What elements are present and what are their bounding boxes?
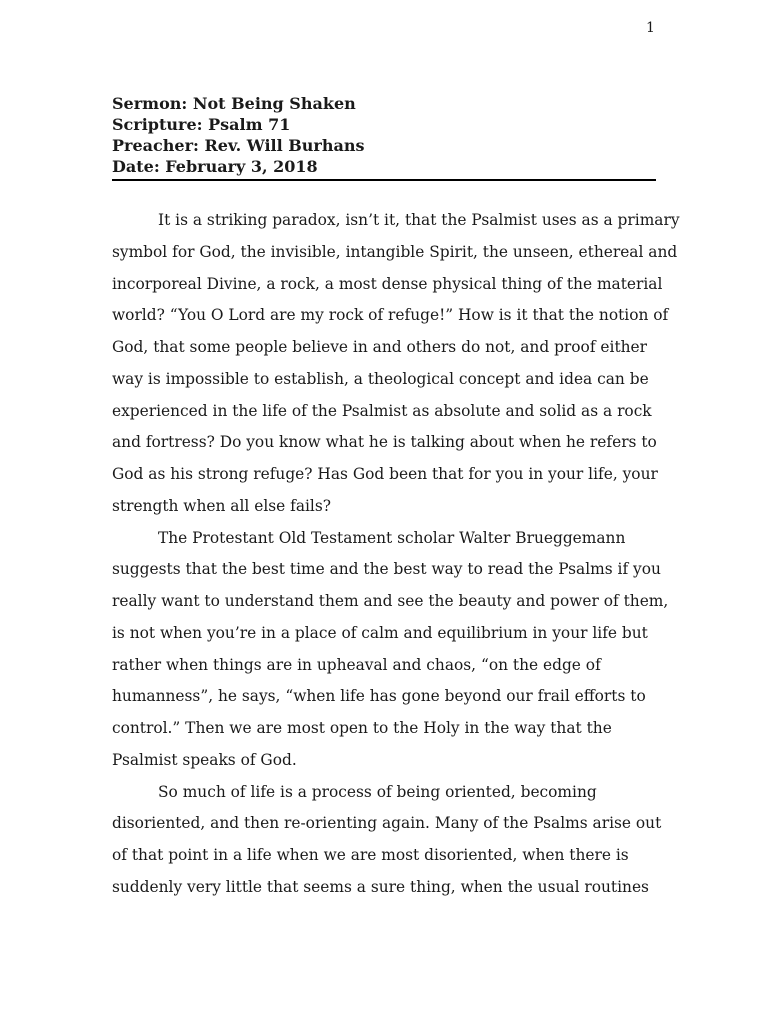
text-line: of that point in a life when we are most disoriented, when there is <box>112 846 629 864</box>
text-line: strength when all else fails? <box>112 496 332 515</box>
preacher-name: Preacher: Rev. Will Burhans <box>112 136 365 155</box>
text-line: way is impossible to establish, a theological concept and idea can be <box>112 369 649 388</box>
text-line: disoriented, and then re-orienting again. Many of the Psalms arise out <box>112 814 662 833</box>
text-line: Psalmist speaks of God. <box>112 750 297 769</box>
paragraph-2 <box>112 523 669 777</box>
text-line: symbol for God, the invisible, intangible Spirit, the unseen, ethereal and <box>112 242 678 261</box>
text-line: suddenly very little that seems a sure thing, when the usual routines <box>112 877 649 896</box>
text-line: rather when things are in upheaval and chaos, “on the edge of <box>112 655 601 674</box>
sermon-date: Date: February 3, 2018 <box>112 157 318 176</box>
paragraph-1 <box>112 205 680 523</box>
text-line: incorporeal Divine, a rock, a most dense physical thing of the material <box>112 274 663 293</box>
scripture-reference: Scripture: Psalm 71 <box>112 115 291 134</box>
text-line: It is a striking paradox, isn’t it, that the Psalmist uses as a primary <box>158 211 680 229</box>
text-line: humanness”, he says, “when life has gone beyond our frail efforts to <box>112 687 646 706</box>
text-line: experienced in the life of the Psalmist as absolute and solid as a rock <box>112 401 652 420</box>
page-number: 1 <box>646 20 655 36</box>
text-line: The Protestant Old Testament scholar Walter Brueggemann <box>158 528 626 547</box>
text-line: control.” Then we are most open to the Holy in the way that the <box>112 719 612 737</box>
text-line: God, that some people believe in and others do not, and proof either <box>112 338 648 356</box>
sermon-title: Sermon: Not Being Shaken <box>112 94 356 113</box>
text-line: world? “You O Lord are my rock of refuge!” How is it that the notion of <box>112 306 669 325</box>
sermon-header <box>112 93 656 181</box>
text-line: is not when you’re in a place of calm and equilibrium in your life but <box>112 623 648 642</box>
text-line: God as his strong refuge? Has God been that for you in your life, your <box>112 465 658 483</box>
sermon-body <box>112 205 680 904</box>
text-line: So much of life is a process of being oriented, becoming <box>158 782 597 801</box>
paragraph-3 <box>112 777 662 904</box>
text-line: really want to understand them and see the beauty and power of them, <box>112 592 669 610</box>
text-line: suggests that the best time and the best way to read the Psalms if you <box>112 560 661 579</box>
text-line: and fortress? Do you know what he is talking about when he refers to <box>112 433 657 452</box>
